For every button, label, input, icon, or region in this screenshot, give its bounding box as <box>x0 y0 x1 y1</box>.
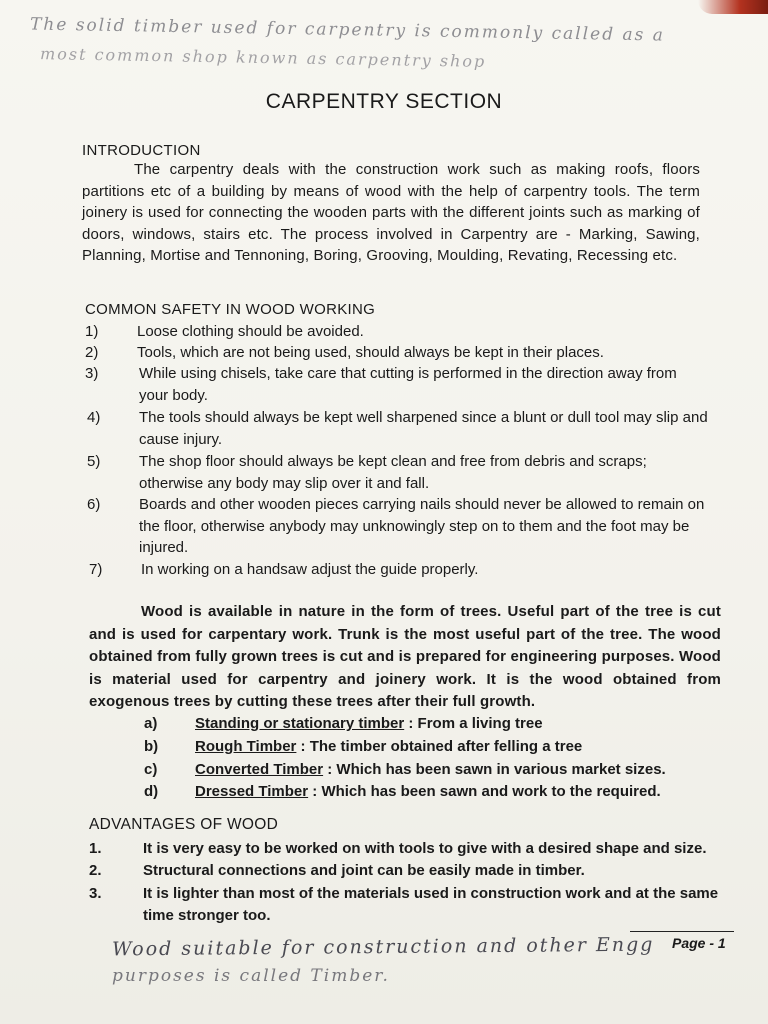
page-number: Page - 1 <box>672 935 726 951</box>
advantage-item-number: 1. <box>89 840 102 857</box>
safety-item-text: Tools, which are not being used, should always be kept in their places. <box>137 344 604 361</box>
timber-type-term: Standing or stationary timber <box>195 715 405 732</box>
handwritten-note-bottom-1: Wood suitable for construction and other Engg <box>111 933 655 961</box>
page-title: CARPENTRY SECTION <box>265 90 503 113</box>
footer-rule <box>630 931 734 932</box>
timber-type-term: Dressed Timber <box>195 783 309 800</box>
advantage-item-number: 2. <box>89 862 102 879</box>
timber-type-text <box>195 736 582 758</box>
safety-item-number: 7) <box>89 561 103 578</box>
safety-item-number: 2) <box>85 344 99 361</box>
timber-type-desc: : Which has been sawn and work to the required. <box>308 783 661 800</box>
safety-item-number: 4) <box>87 409 101 426</box>
advantage-item-text: It is lighter than most of the materials used in construction work and at the same time stronger too. <box>143 885 719 924</box>
timber-type-text <box>195 713 543 735</box>
handwritten-note-bottom-2: purposes is called Timber. <box>112 966 390 986</box>
safety-item-text: The shop floor should always be kept clean and free from debris and scraps; otherwise any body may slip over it and fall. <box>139 453 647 492</box>
timber-type-text <box>195 759 666 781</box>
introduction-paragraph <box>82 159 700 267</box>
timber-type-term: Converted Timber <box>195 761 324 778</box>
wood-text: Wood is available in nature in the form of trees. Useful part of the tree is cut and is used for carpentary work. Trunk is the most useful part of the tree. The wood obtained from fully grown trees is cut and is prepared for engineering purposes. Wood is material used for carpentry and joinery work. It is the wood obtained from exogenous trees by cutting these trees after their full growth. <box>89 603 721 710</box>
timber-type-term: Rough Timber <box>195 738 297 755</box>
safety-item-text: The tools should always be kept well sharpened since a blunt or dull tool may slip and cause injury. <box>139 409 708 448</box>
timber-type-letter: a) <box>144 715 158 732</box>
timber-type-letter: d) <box>144 783 159 800</box>
handwritten-note-top-1: The solid timber used for carpentry is commonly called as a <box>29 14 666 46</box>
page-corner-shadow <box>698 0 768 14</box>
safety-heading: COMMON SAFETY IN WOOD WORKING <box>85 301 376 318</box>
safety-item-number: 1) <box>85 323 99 340</box>
safety-item-number: 5) <box>87 453 101 470</box>
timber-type-desc: : Which has been sawn in various market sizes. <box>323 761 666 778</box>
safety-item-text: Loose clothing should be avoided. <box>137 323 364 340</box>
advantage-item-text: Structural connections and joint can be easily made in timber. <box>143 862 585 879</box>
safety-item-text: In working on a handsaw adjust the guide properly. <box>141 561 479 578</box>
timber-type-letter: c) <box>144 761 158 778</box>
safety-item-text: While using chisels, take care that cutting is performed in the direction away from your body. <box>139 365 677 404</box>
timber-type-letter: b) <box>144 738 159 755</box>
safety-item-number: 6) <box>87 496 101 513</box>
advantage-item-number: 3. <box>89 885 102 902</box>
introduction-text: The carpentry deals with the construction work such as making roofs, floors partitions etc of a building by means of wood with the help of carpentry tools. The term joinery is used for connecting the wooden parts with the different joints such as marking of doors, windows, stairs etc. The process involved in Carpentry are - Marking, Sawing, Planning, Mortise and Tennoning, Boring, Grooving, Moulding, Revating, Recessing etc. <box>82 161 700 264</box>
timber-type-desc: : The timber obtained after felling a tree <box>296 738 583 755</box>
advantages-heading: ADVANTAGES OF WOOD <box>89 816 279 833</box>
introduction-heading: INTRODUCTION <box>82 142 201 159</box>
handwritten-note-top-2: most common shop known as carpentry shop <box>39 44 487 71</box>
timber-type-text <box>195 781 661 803</box>
safety-item-text: Boards and other wooden pieces carrying nails should never be allowed to remain on the floor, otherwise anybody may unknowingly step on to them and the foot may be injured. <box>139 496 705 556</box>
advantage-item-text: It is very easy to be worked on with tools to give with a desired shape and size. <box>143 840 707 857</box>
safety-item-number: 3) <box>85 365 99 382</box>
wood-paragraph <box>89 601 721 714</box>
timber-type-desc: : From a living tree <box>404 715 543 732</box>
